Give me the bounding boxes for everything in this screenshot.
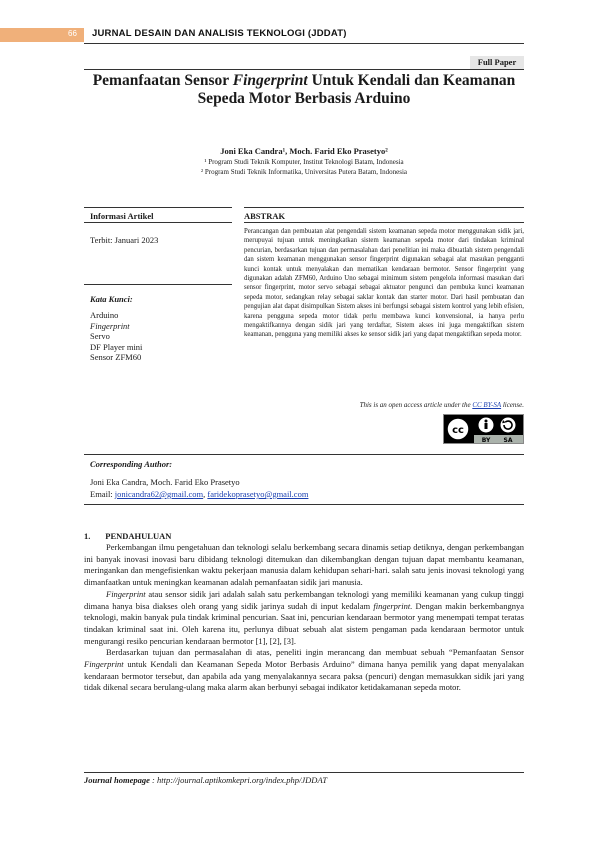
sa-text: SA xyxy=(503,437,513,443)
homepage-label: Journal homepage xyxy=(84,775,150,785)
authors: Joni Eka Candra¹, Moch. Farid Eko Prasetyo² xyxy=(220,146,388,156)
header-rule xyxy=(84,43,524,44)
email-link-2[interactable]: faridekoprasetyo@gmail.com xyxy=(207,489,309,499)
abstract-text: Perancangan dan pembuatan alat pengendali sistem keamanan sepeda motor menggunakan sidik jari, merupuyai tujuan untuk meningkatkan sistem keamanan sepeda motor dari tindakan kriminal pencurian, berdasarkan tujuan dan permasalahan dari penelitian ini maka dibuatlah sistem pengendali dan sistem keamanan menggunakan sensor fingerprint digunakan sebagai alat masukan pengganti kunci kontak untuk menyalakan dan mematikan kendaraan bermotor. Sensor fingerprint yang digunakan adalah ZFM60, Arduino Uno sebagai minimum sistem pengelola informasi masukan dari sensor fingerprint, motor servo sebagai sebagai aktuator pengunci dan pembuka kunci keamanan sepeda motor, sedangkan relay sebagai saklar kontak dan starter motor. Dari hasil pembuatan dan pengujian alat dapat disimpulkan Sistem akses ini berfungsi sebagai sistem kontrol yang lebih efisien, karena pengguna sepeda motor tidak perlu membawa kunci konvensional, ia hanya perlu mengaktifkannya dengan sidik jari yang terdaftar, Sistem akses ini juga mengaktifkan sistem keamanan, pengguna yang memiliki akses ke sensor sidik jari yang dapat mengaktifkan sepeda motor. xyxy=(244,228,524,339)
p2-text: atau sensor sidik jari adalah salah satu perkembangan teknologi yang memiliki keamanan yang cukup tinggi dimana hanya bisa diakses oleh orang yang sidik jarinya sudah di input kedalam xyxy=(84,588,524,611)
journal-name: JURNAL DESAIN DAN ANALISIS TEKNOLOGI (JDDAT) xyxy=(92,28,347,39)
cc-by-sa-license-icon[interactable] xyxy=(443,414,524,444)
email-link-1[interactable]: jonicandra62@gmail.com xyxy=(114,489,204,499)
keywords-heading: Kata Kunci: xyxy=(90,294,133,304)
paragraph-3 xyxy=(84,647,524,694)
keyword: Fingerprint xyxy=(90,320,130,331)
paper-type-badge: Full Paper xyxy=(470,56,524,69)
footer-rule xyxy=(84,772,524,773)
corresponding-heading: Corresponding Author: xyxy=(90,459,173,469)
p3-post: untuk Kendali dan Keamanan Sepeda Motor Berbasis Arduino” dimana hanya pemilik yang dapat menyalakan kendaraan bermotor tersebut, dan apabila ada yang menyalakannya secara paksa (pencuri) dengan memasukkan sidik jari yang tidak dikenal secara berulang-ulang maka alarm akan berbunyi sebagai indikator ketidakamanan sepeda motor. xyxy=(84,659,524,693)
corr-bottom-rule xyxy=(84,504,524,505)
cc-text: cc xyxy=(452,425,464,436)
info-top-rule xyxy=(84,207,232,208)
title-line2: Sepeda Motor Berbasis Arduino xyxy=(197,90,411,107)
open-access-note xyxy=(244,401,524,409)
title-line1-pre: Pemanfaatan Sensor xyxy=(92,72,233,89)
homepage-sep: : xyxy=(149,775,157,785)
paper-title xyxy=(84,72,524,108)
abstract-heading: ABSTRAK xyxy=(244,211,286,221)
p3-pre: Berdasarkan tujuan dan permasalahan di atas, peneliti ingin merancang dan membuat sebuah “Pemanfaatan Sensor xyxy=(106,647,524,658)
keyword: DF Player mini xyxy=(90,341,143,352)
section-body xyxy=(84,542,524,694)
p2-end: Dengan makin berkembangnya teknologi, makin banyak pula tindak kriminal pencurian. Saat ini, pencurian kendaraan bermotor yang menempati tempat teratas tindakan kriminal saat ini. Oleh karena itu, perlunya dibuat sebuah alat sistem pengaman pada kendaraan bermotor untuk mengurangi resiko pencurian kendaraan bermotor [1], [2], [3]. xyxy=(84,600,524,646)
keyword: Arduino xyxy=(90,310,119,320)
p2-italic: Fingerprint xyxy=(106,588,146,599)
oa-pre: This is an open access article under the xyxy=(359,401,473,409)
keywords-list xyxy=(90,310,142,363)
journal-homepage xyxy=(84,775,327,785)
page-number: 66 xyxy=(68,29,77,38)
info-head-rule xyxy=(84,222,232,223)
affiliation-2: ² Program Studi Teknik Informatika, Universitas Putera Batam, Indonesia xyxy=(201,168,407,176)
corresponding-emails xyxy=(90,489,308,499)
email-label: Email: xyxy=(90,489,115,499)
oa-post: license. xyxy=(501,401,524,409)
paragraph-1: Perkembangan ilmu pengetahuan dan teknologi selalu berkembang secara dinamis setiap detiknya, dengan perkembangan ini banyak inovasi inovasi baru dibidang teknologi ditemukan dan dikembangkan dengan tujuan dapat membantu keamanan, meringankan dan mengefisienkan waktu pekerjaan manusia dalam kehidupan sehari-hari. salah satu jenis inovasi teknologi yang dimanfaatkan untuk meningkan keamanan adalah pemanfaatan sidik jari manusia. xyxy=(84,542,524,588)
corresponding-names: Joni Eka Candra, Moch. Farid Eko Prasetyo xyxy=(90,477,240,487)
p3-italic: Fingerprint xyxy=(84,659,124,670)
email-sep: , xyxy=(203,489,208,499)
published-date: Terbit: Januari 2023 xyxy=(90,235,159,245)
paragraph-2 xyxy=(84,589,524,648)
article-info-heading: Informasi Artikel xyxy=(90,211,154,221)
cc-badge-graphic xyxy=(444,415,523,443)
abstract-top-rule xyxy=(244,207,524,208)
section-heading: 1. PENDAHULUAN xyxy=(84,531,172,541)
p2-italic2: fingerprint. xyxy=(373,600,413,611)
title-line1-post: Untuk Kendali dan Keamanan xyxy=(307,72,516,89)
corr-top-rule xyxy=(84,454,524,455)
title-top-rule xyxy=(84,69,524,70)
title-line1-italic: Fingerprint xyxy=(232,72,308,89)
keyword: Servo xyxy=(90,331,110,341)
cc-by-sa-link[interactable]: CC BY-SA xyxy=(472,401,502,409)
abstract-head-rule xyxy=(244,222,524,223)
affiliation-1: ¹ Program Studi Teknik Komputer, Institut Teknologi Batam, Indonesia xyxy=(204,158,404,166)
homepage-link[interactable]: http://journal.aptikomkepri.org/index.php/JDDAT xyxy=(156,775,328,785)
by-text: BY xyxy=(481,437,491,443)
info-mid-rule xyxy=(84,284,232,285)
keyword: Sensor ZFM60 xyxy=(90,352,142,362)
